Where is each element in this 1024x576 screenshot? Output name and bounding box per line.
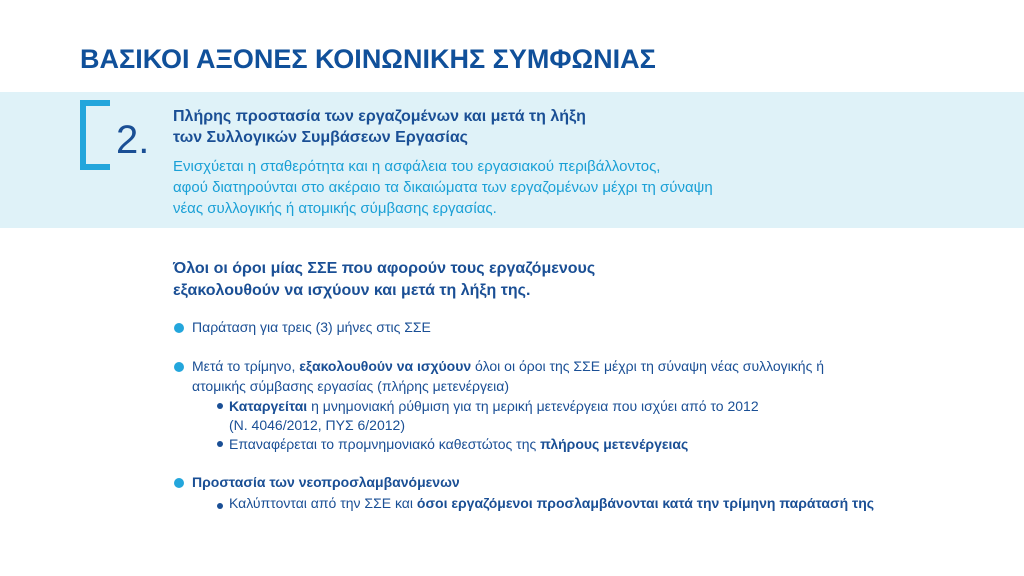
section-number: 2. <box>116 118 150 162</box>
bullet-extension: Παράταση για τρεις (3) μήνες στις ΣΣΕ <box>192 319 431 335</box>
subbullet-dot <box>217 441 223 447</box>
bullet-continuation: Μετά το τρίμηνο, εξακολουθούν να ισχύουν όλοι οι όροι της ΣΣΕ μέχρι τη σύναψη νέας συλλογικής ή <box>192 358 825 374</box>
subbullet-abolished-line2: (Ν. 4046/2012, ΠΥΣ 6/2012) <box>229 417 405 433</box>
page-title: ΒΑΣΙΚΟΙ ΑΞΟΝΕΣ ΚΟΙΝΩΝΙΚΗΣ ΣΥΜΦΩΝΙΑΣ <box>80 44 656 74</box>
section-description: Ενισχύεται η σταθερότητα και η ασφάλεια του εργασιακού περιβάλλοντος, αφού διατηρούνται στο ακέραιο τα δικαιώματα των εργαζομένων μέχρι τη σύναψη νέας συλλογικής ή ατομικής σύμβασης εργασίας. <box>173 158 713 217</box>
bullet-continuation-line2: ατομικής σύμβασης εργασίας (πλήρης μετενέργεια) <box>192 378 510 394</box>
section-heading: Πλήρης προστασία των εργαζομένων και μετά τη λήξη των Συλλογικών Συμβάσεων Εργασίας <box>173 108 586 146</box>
subbullet-dot <box>217 503 223 509</box>
intro-statement: Όλοι οι όροι μίας ΣΣΕ που αφορούν τους εργαζόμενους εξακολουθούν να ισχύουν και μετά τη λήξη της. <box>173 260 596 299</box>
section-number-icon <box>80 101 150 169</box>
subbullet-abolished: Καταργείται η μνημονιακή ρύθμιση για τη μερική μετενέργεια που ισχύει από το 2012 <box>229 398 759 414</box>
subbullet-dot <box>217 403 223 409</box>
bullet-dot <box>174 362 184 372</box>
bullet-dot <box>174 478 184 488</box>
bullet-dot <box>174 323 184 333</box>
subbullet-new-hires-covered: Καλύπτονται από την ΣΣΕ και όσοι εργαζόμενοι προσλαμβάνονται κατά την τρίμηνη παράτασή της <box>229 495 875 511</box>
subbullet-restored: Επαναφέρεται το προμνημονιακό καθεστώτος της πλήρους μετενέργειας <box>229 436 689 452</box>
bullet-new-hires: Προστασία των νεοπροσλαμβανόμενων <box>192 474 460 490</box>
